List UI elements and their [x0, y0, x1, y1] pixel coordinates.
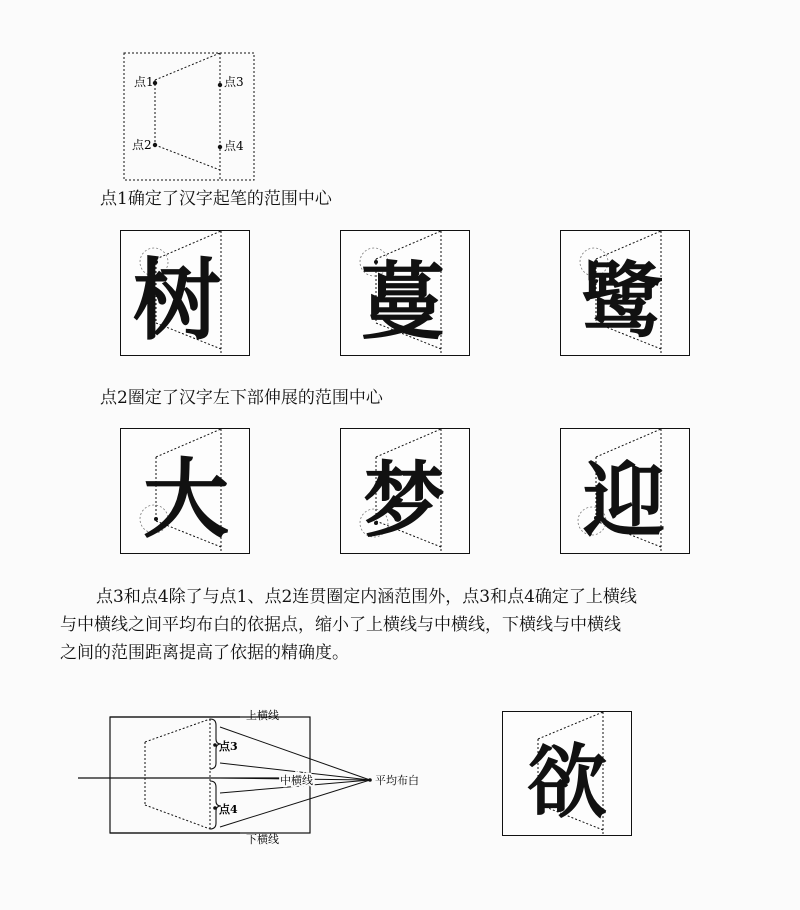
point-3-dot [218, 83, 222, 87]
caption-point-2: 点2圈定了汉字左下部伸展的范围中心 [100, 388, 383, 408]
point-4-dot [218, 145, 222, 149]
paragraph-line-3: 之间的范围距离提高了依据的精确度。 [60, 643, 349, 663]
explanation-paragraph [60, 583, 786, 667]
bottom-line-label: 下横线 [246, 833, 279, 846]
glyph-meng: 梦 [363, 453, 446, 549]
glyph-ying: 迎 [583, 453, 666, 549]
paragraph-line-2: 与中横线之间平均布白的依据点，缩小了上横线与中横线，下横线与中横线 [60, 615, 621, 635]
middle-line-label: 中横线 [280, 774, 313, 787]
point-1-label: 点1 [134, 75, 154, 89]
example-box-yu [502, 711, 632, 836]
caption-point-1: 点1确定了汉字起笔的范围中心 [100, 189, 332, 209]
glyph-shu: 树 [133, 248, 222, 352]
paragraph-line-1: 点3和点4除了与点1、点2连贯圈定内涵范围外，点3和点4确定了上横线 [96, 587, 637, 607]
example-box-man [340, 230, 470, 356]
point-3-label-bottom: 点3 [219, 740, 238, 753]
point-4-label-bottom: 点4 [219, 803, 238, 816]
legend-diagram [118, 50, 263, 185]
example-box-ying [560, 428, 690, 554]
spacing-diagram [70, 705, 470, 855]
point-2-dot [153, 143, 157, 147]
point-2-label: 点2 [132, 138, 152, 152]
glyph-man: 蔓 [361, 252, 446, 351]
example-box-shu [120, 230, 250, 356]
example-box-lu [560, 230, 690, 356]
point-3-label: 点3 [224, 75, 244, 89]
example-box-meng [340, 428, 470, 554]
glyph-lu: 鹭 [581, 253, 664, 349]
glyph-da: 大 [143, 449, 229, 550]
point-4-label: 点4 [224, 139, 244, 153]
even-spacing-label: 平均布白 [375, 774, 419, 787]
top-line-label: 上横线 [246, 709, 279, 722]
example-box-da [120, 428, 250, 554]
glyph-yu: 欲 [527, 735, 607, 829]
